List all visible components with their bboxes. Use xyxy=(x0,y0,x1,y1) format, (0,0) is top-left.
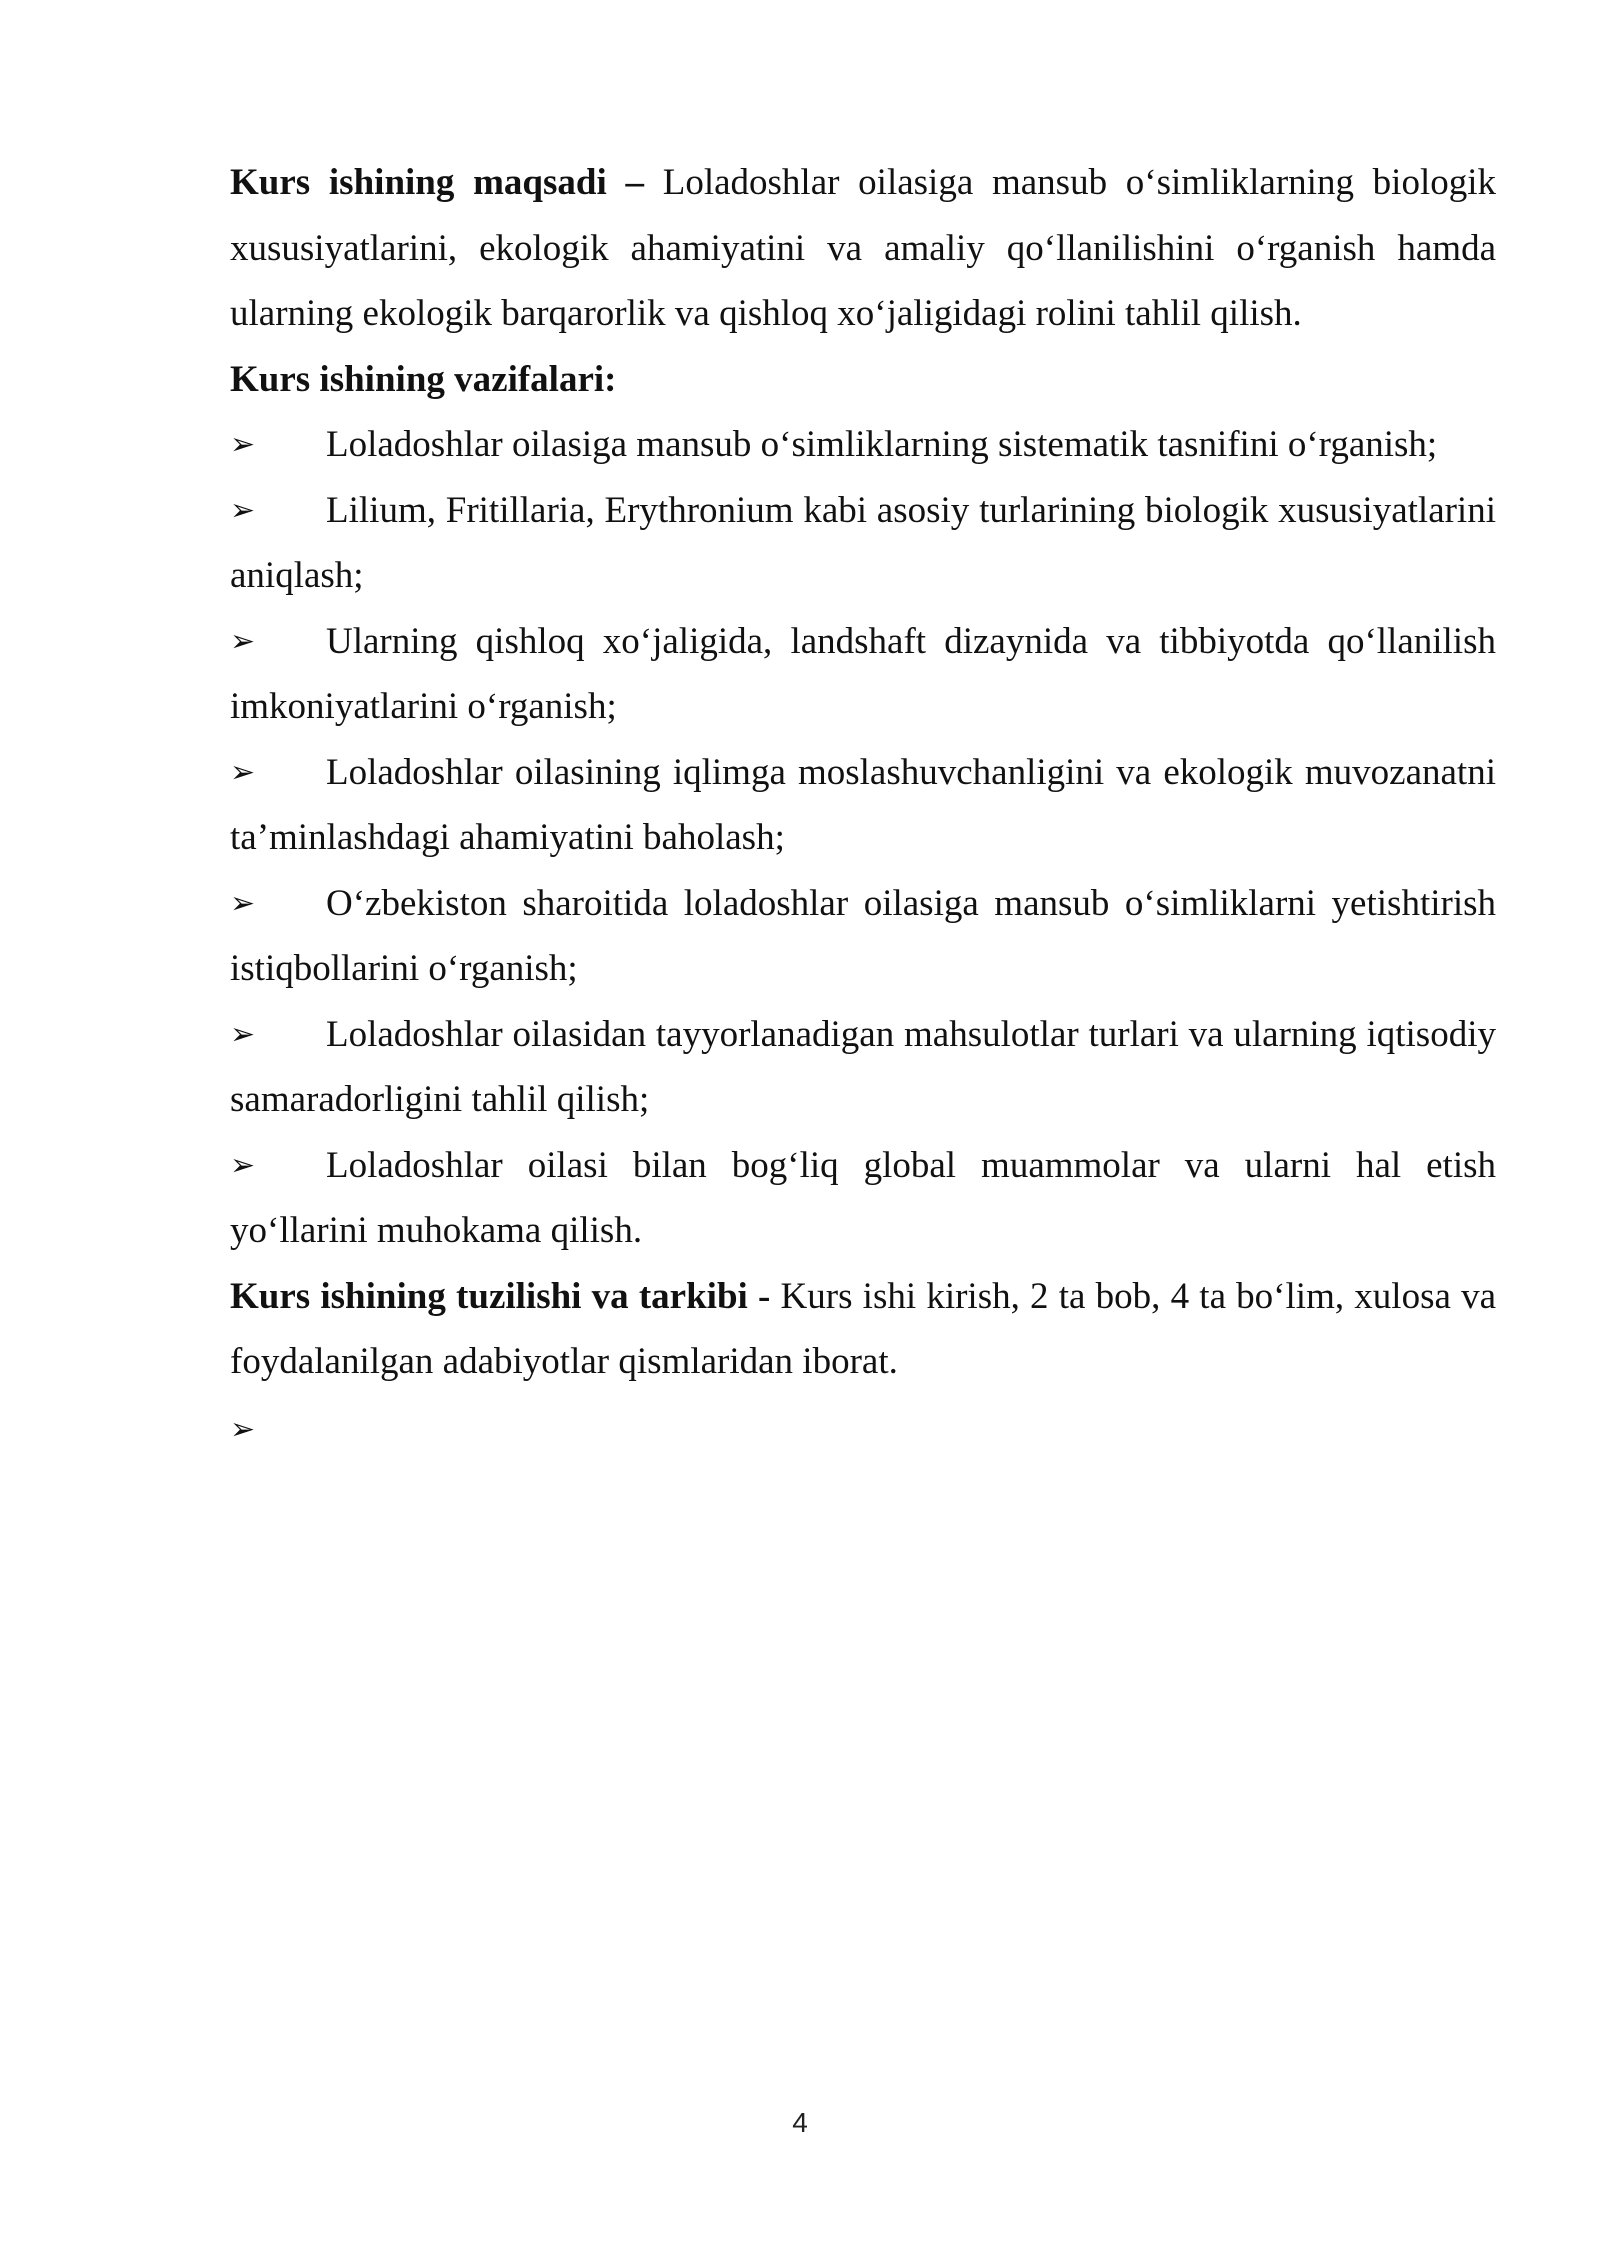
list-item xyxy=(230,871,1496,1002)
list-item xyxy=(230,740,1496,871)
list-item-text: Loladoshlar oilasiga mansub o‘simliklarning sistematik tasnifini o‘rganish; xyxy=(326,424,1438,465)
list-item-text: Lilium, Fritillaria, Erythronium kabi asosiy turlarining biologik xususiyatlarini aniqlash; xyxy=(230,489,1496,596)
list-item-text: Loladoshlar oilasidan tayyorlanadigan mahsulotlar turlari va ularning iqtisodiy samaradorligini tahlil qilish; xyxy=(230,1013,1496,1120)
arrowhead-bullet-icon: ➢ xyxy=(230,623,256,659)
purpose-text: Loladoshlar oilasiga mansub o‘simliklarning biologik xususiyatlarini, ekologik ahamiyatini va amaliy qo‘llanilishini o‘rganish hamda ularning ekologik barqarorlik va qishloq xo‘jaligidagi rolini tahlil qilish. xyxy=(230,162,1497,334)
arrowhead-bullet-icon: ➢ xyxy=(230,427,256,462)
purpose-paragraph xyxy=(230,150,1496,347)
list-item xyxy=(230,1002,1496,1133)
list-item-text: Ularning qishloq xo‘jaligida, landshaft dizaynida va tibbiyotda qo‘llanilish imkoniyatlarini o‘rganish; xyxy=(230,620,1496,727)
structure-text: Kurs ishi kirish, 2 ta bob, 4 ta bo‘lim, xulosa va foydalanilgan adabiyotlar qismlaridan iborat. xyxy=(230,1275,1497,1382)
list-item xyxy=(230,609,1496,740)
structure-paragraph xyxy=(230,1264,1496,1395)
list-item-text: Loladoshlar oilasining iqlimga moslashuvchanligini va ekologik muvozanatni ta’minlashdagi ahamiyatini baholash; xyxy=(230,751,1496,858)
arrowhead-bullet-icon: ➢ xyxy=(230,885,256,921)
tasks-list xyxy=(230,412,1496,1264)
list-item-text: O‘zbekiston sharoitida loladoshlar oilasiga mansub o‘simliklarni yetishtirish istiqbollarini o‘rganish; xyxy=(230,882,1496,989)
list-item xyxy=(230,412,1496,478)
arrowhead-bullet-icon: ➢ xyxy=(230,492,256,528)
structure-separator: - xyxy=(758,1275,771,1317)
page-number: 4 xyxy=(792,2107,808,2138)
arrowhead-bullet-icon: ➢ xyxy=(230,1411,256,1447)
list-item xyxy=(230,478,1496,609)
arrowhead-bullet-icon: ➢ xyxy=(230,1147,256,1183)
document-page xyxy=(230,150,1496,1462)
arrowhead-bullet-icon: ➢ xyxy=(230,1016,256,1052)
arrowhead-bullet-icon: ➢ xyxy=(230,754,256,790)
empty-list-item xyxy=(230,1395,1496,1463)
tasks-heading: Kurs ishining vazifalari: xyxy=(230,358,617,400)
purpose-label: Kurs ishining maqsadi – xyxy=(230,162,644,203)
list-item-text: Loladoshlar oilasi bilan bog‘liq global muammolar va ularni hal etish yo‘llarini muhokama qilish. xyxy=(230,1144,1496,1251)
structure-label: Kurs ishining tuzilishi va tarkibi xyxy=(230,1275,748,1317)
list-item xyxy=(230,1133,1496,1264)
